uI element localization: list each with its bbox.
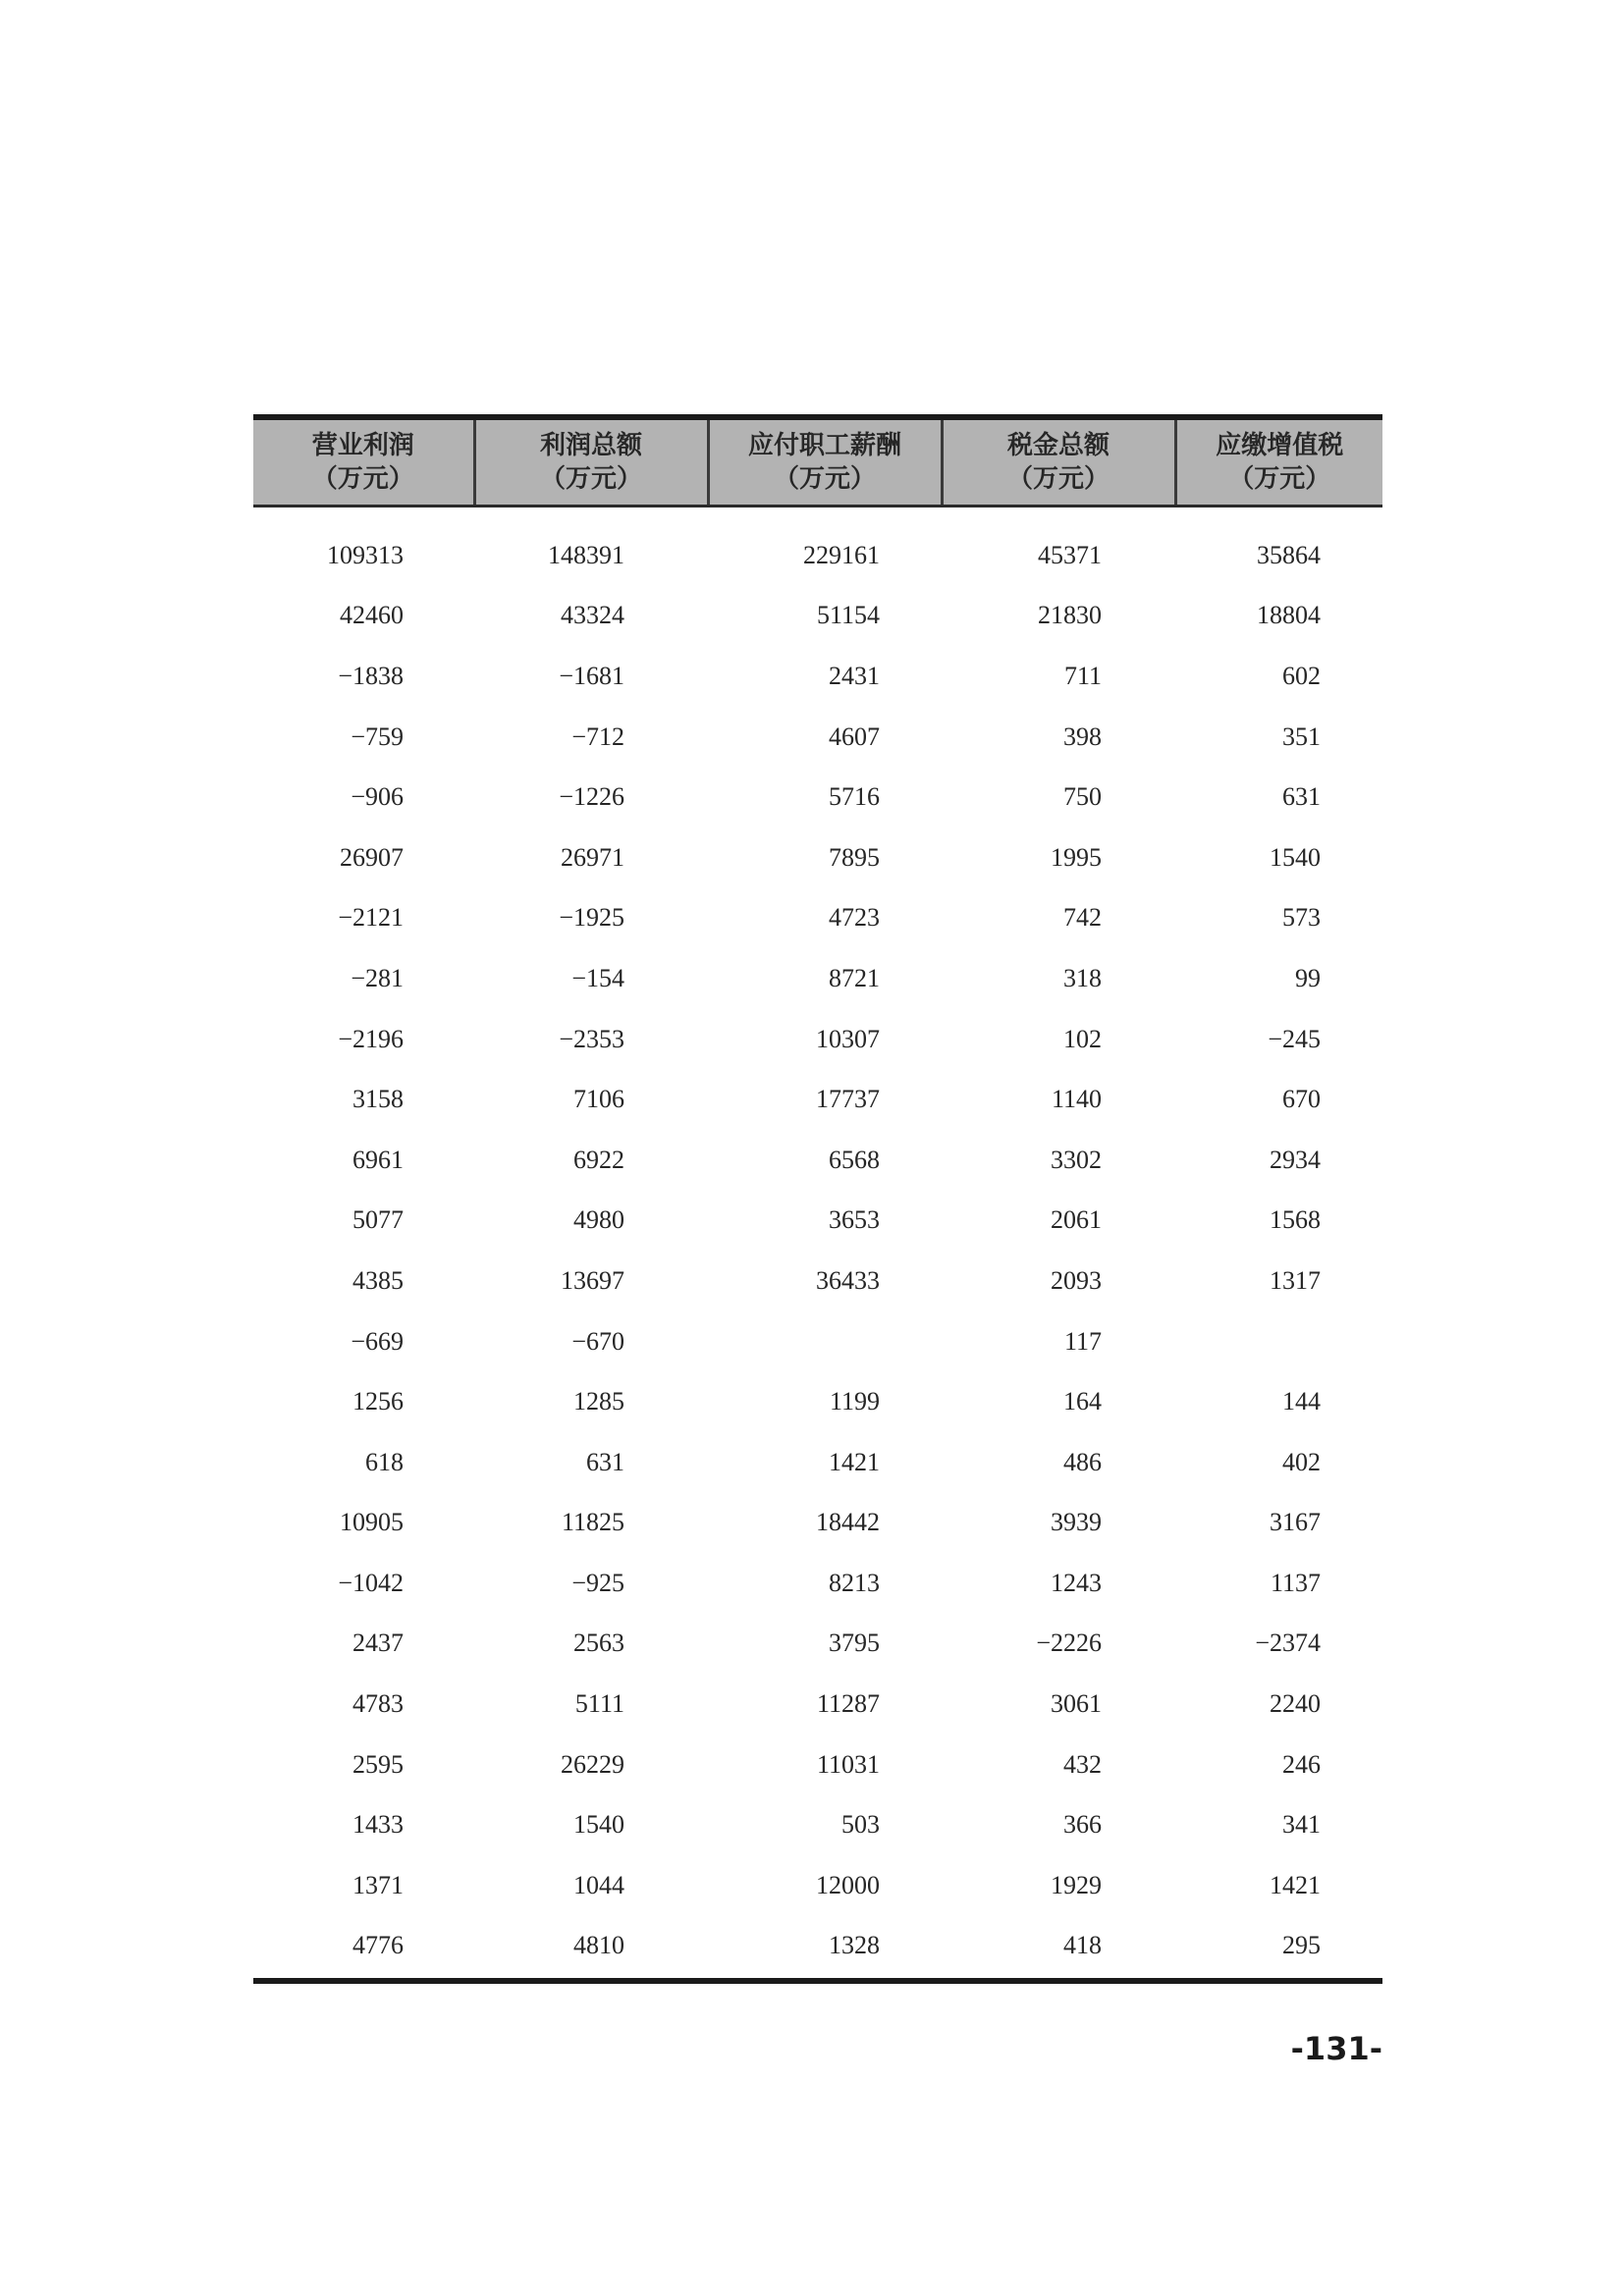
table-row xyxy=(253,586,1382,647)
table-row xyxy=(253,1674,1382,1735)
table-cell: 1140 xyxy=(1051,1085,1102,1114)
table-cell: 45371 xyxy=(1038,540,1102,569)
table-cell: 2437 xyxy=(352,1629,404,1658)
data-table xyxy=(253,420,1382,1976)
table-cell: 1421 xyxy=(1270,1870,1321,1899)
table-cell: 631 xyxy=(586,1447,624,1476)
table-cell: 631 xyxy=(1282,782,1321,812)
table-cell: −1681 xyxy=(559,661,624,690)
table-cell: 12000 xyxy=(816,1870,880,1899)
table-cell: −2196 xyxy=(338,1024,404,1053)
table-row xyxy=(253,1069,1382,1130)
table-row xyxy=(253,1191,1382,1252)
column-header-name: 应缴增值税 xyxy=(1216,431,1344,460)
table-cell: 148391 xyxy=(548,540,624,569)
table-cell: −154 xyxy=(571,963,624,992)
column-header-unit: （万元） xyxy=(773,464,876,494)
table-row xyxy=(253,1130,1382,1191)
table-cell: 402 xyxy=(1282,1447,1321,1476)
table-cell: 4607 xyxy=(829,721,880,751)
table-cell: 1371 xyxy=(352,1870,404,1899)
table-cell: 4783 xyxy=(352,1689,404,1719)
column-header xyxy=(253,420,474,507)
table-cell: 670 xyxy=(1282,1085,1321,1114)
table-cell: 36433 xyxy=(816,1265,880,1295)
table-row xyxy=(253,1916,1382,1977)
column-header xyxy=(942,420,1175,507)
table-cell: 366 xyxy=(1063,1810,1102,1840)
table-cell: 4776 xyxy=(352,1931,404,1960)
table-cell: 7895 xyxy=(829,842,880,872)
table-cell xyxy=(708,1311,942,1372)
table-cell: 341 xyxy=(1282,1810,1321,1840)
table-cell: 8213 xyxy=(829,1568,880,1597)
table-row xyxy=(253,1614,1382,1675)
table-cell: −906 xyxy=(351,782,404,812)
table-cell: 418 xyxy=(1063,1931,1102,1960)
table-cell: 1540 xyxy=(1270,842,1321,872)
table-cell: −670 xyxy=(571,1326,624,1356)
table-cell: 6961 xyxy=(352,1145,404,1174)
table-cell: 109313 xyxy=(327,540,404,569)
column-header-unit: （万元） xyxy=(1228,464,1331,494)
table-row xyxy=(253,1311,1382,1372)
table-cell: 2595 xyxy=(352,1749,404,1779)
table-cell: 1256 xyxy=(352,1387,404,1416)
table-row xyxy=(253,1735,1382,1795)
table-cell: 144 xyxy=(1282,1387,1321,1416)
table-cell: 10307 xyxy=(816,1024,880,1053)
table-cell: 750 xyxy=(1063,782,1102,812)
table-cell: 486 xyxy=(1063,1447,1102,1476)
column-header-unit: （万元） xyxy=(539,464,642,494)
column-header xyxy=(1175,420,1382,507)
table-row xyxy=(253,948,1382,1009)
table-row xyxy=(253,1432,1382,1493)
table-cell: 11287 xyxy=(816,1689,880,1719)
table-cell: 3939 xyxy=(1051,1508,1102,1537)
table-cell: 1285 xyxy=(573,1387,624,1416)
table-row xyxy=(253,507,1382,586)
table-cell: 1421 xyxy=(829,1447,880,1476)
table-cell: 6922 xyxy=(573,1145,624,1174)
table-cell xyxy=(1175,1311,1382,1372)
table-cell: −1226 xyxy=(559,782,624,812)
table-cell: 432 xyxy=(1063,1749,1102,1779)
table-cell: −2226 xyxy=(1036,1629,1102,1658)
table-cell: 1044 xyxy=(573,1870,624,1899)
table-row xyxy=(253,1553,1382,1614)
table-header-row xyxy=(253,420,1382,507)
table-cell: 398 xyxy=(1063,721,1102,751)
table-cell: 99 xyxy=(1295,963,1321,992)
table-cell: −669 xyxy=(351,1326,404,1356)
table-cell: 26907 xyxy=(340,842,404,872)
table-cell: 11031 xyxy=(816,1749,880,1779)
table-cell: 8721 xyxy=(829,963,880,992)
table-cell: 1433 xyxy=(352,1810,404,1840)
table-row xyxy=(253,828,1382,888)
table-cell: 35864 xyxy=(1257,540,1321,569)
table-cell: −712 xyxy=(571,721,624,751)
table-cell: 295 xyxy=(1282,1931,1321,1960)
table-cell: 4723 xyxy=(829,903,880,933)
column-header xyxy=(708,420,942,507)
table-cell: 164 xyxy=(1063,1387,1102,1416)
table-cell: 42460 xyxy=(340,601,404,630)
table-cell: 711 xyxy=(1063,661,1102,690)
table-row xyxy=(253,646,1382,707)
table-cell: 3795 xyxy=(829,1629,880,1658)
table-cell: 6568 xyxy=(829,1145,880,1174)
table-cell: 1199 xyxy=(829,1387,880,1416)
table-cell: −2353 xyxy=(559,1024,624,1053)
table-cell: 618 xyxy=(365,1447,404,1476)
table-cell: 1243 xyxy=(1051,1568,1102,1597)
column-header-unit: （万元） xyxy=(1006,464,1110,494)
table-cell: 742 xyxy=(1063,903,1102,933)
table-cell: 318 xyxy=(1063,963,1102,992)
table-cell: −925 xyxy=(571,1568,624,1597)
table-cell: 1929 xyxy=(1051,1870,1102,1899)
column-header xyxy=(474,420,708,507)
column-header-name: 营业利润 xyxy=(311,431,414,460)
table-cell: 2563 xyxy=(573,1629,624,1658)
table-cell: 3167 xyxy=(1270,1508,1321,1537)
table-header xyxy=(253,420,1382,507)
column-header-name: 税金总额 xyxy=(1006,431,1110,460)
table-cell: 351 xyxy=(1282,721,1321,751)
table-cell: 11825 xyxy=(561,1508,624,1537)
table-cell: 1995 xyxy=(1051,842,1102,872)
page-number: -131- xyxy=(1290,2030,1382,2067)
table-cell: 1137 xyxy=(1270,1568,1321,1597)
table-cell: 3653 xyxy=(829,1205,880,1235)
table-cell: 2240 xyxy=(1270,1689,1321,1719)
table-cell: 18804 xyxy=(1257,601,1321,630)
table-row xyxy=(253,1009,1382,1070)
table-cell: 2061 xyxy=(1051,1205,1102,1235)
table-cell: 1568 xyxy=(1270,1205,1321,1235)
table-cell: −2121 xyxy=(338,903,404,933)
table-cell: 26971 xyxy=(561,842,624,872)
table-cell: 18442 xyxy=(816,1508,880,1537)
table-cell: 7106 xyxy=(573,1085,624,1114)
data-table-container xyxy=(253,414,1382,1984)
table-row xyxy=(253,888,1382,949)
table-row xyxy=(253,767,1382,828)
column-header-name: 利润总额 xyxy=(539,431,642,460)
table-cell: 4810 xyxy=(573,1931,624,1960)
table-cell: 4980 xyxy=(573,1205,624,1235)
table-cell: 3302 xyxy=(1051,1145,1102,1174)
table-body xyxy=(253,507,1382,1977)
table-cell: −1042 xyxy=(338,1568,404,1597)
table-row xyxy=(253,1794,1382,1855)
table-cell: −1925 xyxy=(559,903,624,933)
table-cell: 3061 xyxy=(1051,1689,1102,1719)
table-cell: 26229 xyxy=(561,1749,624,1779)
table-cell: 2934 xyxy=(1270,1145,1321,1174)
table-cell: 4385 xyxy=(352,1265,404,1295)
table-cell: 5716 xyxy=(829,782,880,812)
table-cell: −1838 xyxy=(338,661,404,690)
table-row xyxy=(253,1855,1382,1916)
table-cell: 3158 xyxy=(352,1085,404,1114)
table-cell: 5077 xyxy=(352,1205,404,1235)
table-row xyxy=(253,707,1382,768)
table-cell: 17737 xyxy=(816,1085,880,1114)
table-cell: −281 xyxy=(351,963,404,992)
table-cell: 21830 xyxy=(1038,601,1102,630)
table-cell: 13697 xyxy=(561,1265,624,1295)
table-cell: 602 xyxy=(1282,661,1321,690)
table-row xyxy=(253,1493,1382,1554)
table-cell: 102 xyxy=(1063,1024,1102,1053)
table-row xyxy=(253,1371,1382,1432)
table-cell: 2431 xyxy=(829,661,880,690)
table-cell: 1328 xyxy=(829,1931,880,1960)
table-cell: 10905 xyxy=(340,1508,404,1537)
column-header-name: 应付职工薪酬 xyxy=(747,431,901,460)
table-cell: 573 xyxy=(1282,903,1321,933)
table-cell: 246 xyxy=(1282,1749,1321,1779)
table-cell: −245 xyxy=(1268,1024,1321,1053)
table-bottom-rule xyxy=(253,1978,1382,1984)
column-header-unit: （万元） xyxy=(311,464,414,494)
table-cell: 5111 xyxy=(574,1689,624,1719)
table-cell: 43324 xyxy=(561,601,624,630)
table-cell: 117 xyxy=(1063,1326,1102,1356)
table-cell: 51154 xyxy=(816,601,880,630)
table-cell: 1540 xyxy=(573,1810,624,1840)
table-cell: −2374 xyxy=(1255,1629,1321,1658)
table-cell: 1317 xyxy=(1270,1265,1321,1295)
table-cell: 503 xyxy=(841,1810,880,1840)
table-cell: 229161 xyxy=(803,540,880,569)
table-cell: −759 xyxy=(351,721,404,751)
table-cell: 2093 xyxy=(1051,1265,1102,1295)
table-row xyxy=(253,1251,1382,1311)
